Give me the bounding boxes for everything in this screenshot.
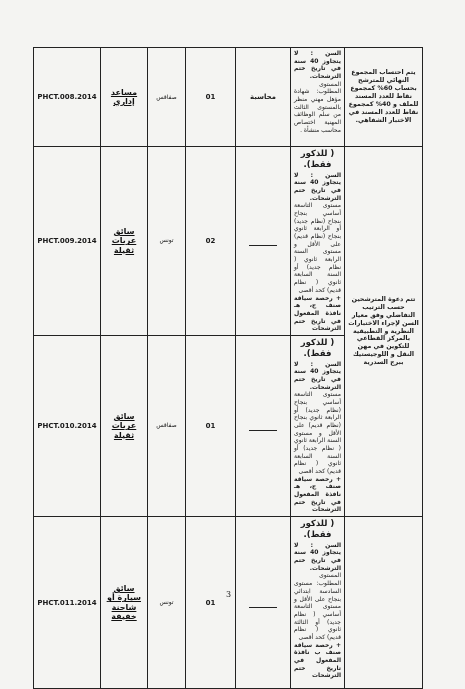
condition-line: السن : لا يتجاوز 40 سنة في تاريخ ختم الترشحات. [294,171,341,202]
condition-line: مستوى التاسعة أساسي بنجاح (نظام جديد) أو الرابعة ثانوي بنجاح (نظام قديم) على الأقل و مستوى السنة الرابعة ثانوي ( نظام جديد) أو السنة السابعة ثانوي ( نظام قديم) كحد أقصى [294,391,341,476]
condition-line: السن : لا يتجاوز 40 سنة في تاريخ ختم الترشحات. [294,50,341,81]
position-place: تونس [148,147,186,336]
condition-line: المستوى المطلوب: مستوى السادسة ابتدائي بنجاح على الأقل و مستوى التاسعة أساسي ( نظام جديد) أو الثالثة ثانوي ( نظام قديم) كحد أقصى [294,572,341,641]
position-count: 01 [186,48,236,147]
position-title: سائق عربات ثقيلة [101,147,148,336]
male-only-note: ( للذكور فقط). [300,519,335,540]
selection-method: يتم احتساب المجموع النهائي للمترشح بحساب 60% كمجموع نقاط للعدد المسند للملف و 40% كمجموع نقاط للعدد المسند في الاختبار الشفاهي. [345,48,423,147]
position-conditions [291,335,345,516]
position-place: صفاقس [148,48,186,147]
position-title: مساعد إداري [101,48,148,147]
male-only-note: ( للذكور فقط). [300,337,335,359]
position-count: 01 [186,517,236,689]
dash-divider [249,245,277,246]
position-title: سائق سيارة أو شاحنة خفيفة [101,517,148,689]
position-code: PHCT.009.2014 [34,147,101,336]
position-count: 02 [186,147,236,336]
position-place: صفاقس [148,335,186,516]
condition-line: مستوى التاسعة أساسي بنجاح بنجاح (نظام جديد) أو الرابعة ثانوي بنجاح (نظام قديم) على الأقل و مستوى السنة الرابعة ثانوي ( نظام جديد) أو السنة السابعة ثانوي ( نظام قديم) كحد أقصى [294,202,341,294]
page-number: 3 [226,590,232,599]
selection-method-empty [345,517,423,689]
position-count: 01 [186,335,236,516]
position-code: PHCT.008.2014 [34,48,101,147]
male-only-note: ( للذكور فقط). [300,149,335,170]
position-code: PHCT.011.2014 [34,517,101,689]
condition-line: + رخصة سياقة صنف ج، هـ نافذة المفعول في تاريخ ختم الترشحات [294,294,341,333]
position-conditions [291,517,345,689]
dash-divider [249,607,277,608]
dash-divider [249,430,277,431]
table-row [34,48,423,147]
position-conditions [291,147,345,336]
position-code: PHCT.010.2014 [34,335,101,516]
position-specialty: محاسبة [236,48,291,147]
condition-line: السن : لا يتجاوز 40 سنة في تاريخ ختم الترشحات. [294,360,341,391]
position-specialty-empty [236,517,291,689]
selection-method: تتم دعوة المترشحين حسب الترتيب التفاضلي وفق معيار السن لإجراء الاختبارات النظرية و التطبيقية بالمركز القطاعي للتكوين في مهن النقل و اللوجيستيك ببرج السدرية [345,147,423,517]
position-specialty-empty [236,147,291,336]
position-specialty-empty [236,335,291,516]
position-title: سائق عربات ثقيلة [101,335,148,516]
condition-line: + رخصة سياقة صنف ج، هـ نافذة المفعول في تاريخ ختم الترشحات [294,475,341,514]
condition-line: + رخصة سياقة صنف ب نافذة المفعول في تاريخ ختم الترشحات [294,641,341,680]
condition-line: السن : لا يتجاوز 40 سنة في تاريخ ختم الترشحات. [294,541,341,572]
position-conditions [291,48,345,147]
table-row [34,147,423,336]
table-row [34,517,423,689]
position-place: تونس [148,517,186,689]
condition-line: المستوى المطلوب: شهادة مؤهل مهني منظر بالمستوى الثالث من سلم الوظائف المهنية اختصاص محاسب منشأة . [294,80,341,134]
